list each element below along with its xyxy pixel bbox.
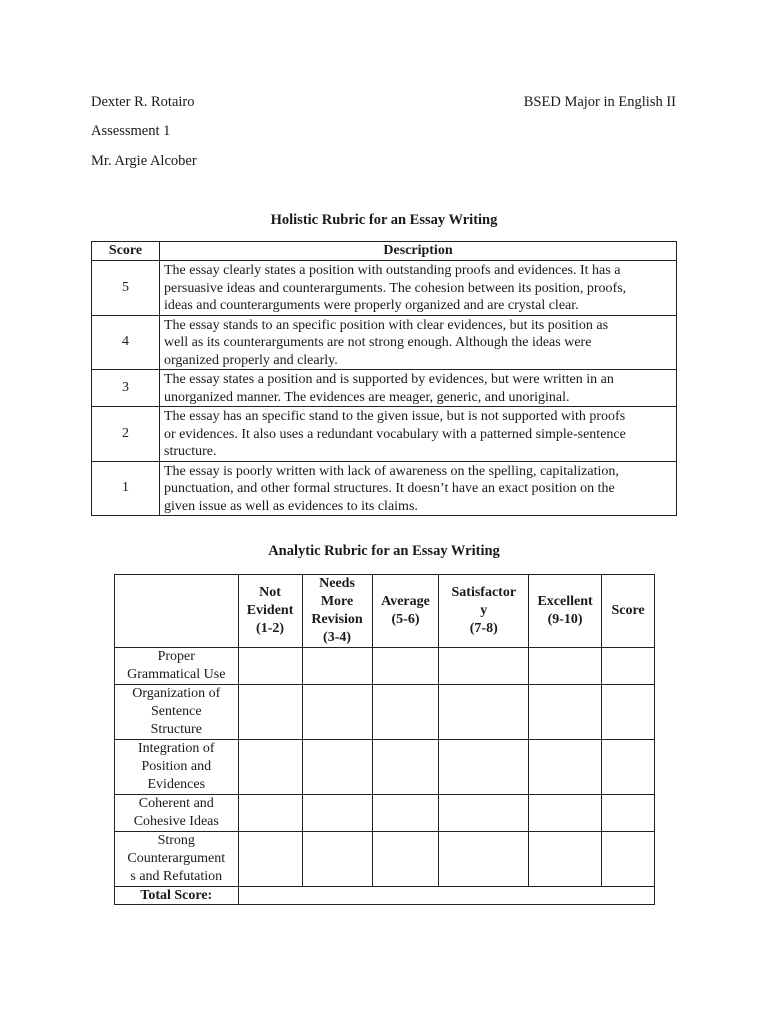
score-input-cell[interactable] [602,648,655,685]
column-header-line: More [320,594,354,609]
description-line: The essay states a position and is supported by evidences, but were written in an [164,372,614,387]
criterion-line: Counterargument [127,851,226,866]
score-input-cell[interactable] [602,740,655,795]
column-header-line: Score [611,603,645,618]
holistic-rubric-table [91,241,677,516]
score-input-cell[interactable] [372,832,439,887]
column-header-level [238,575,302,648]
score-input-cell[interactable] [602,795,655,832]
description-line: The essay is poorly written with lack of awareness on the spelling, capitalization, [164,463,619,479]
criterion-cell [115,648,239,685]
instructor-name: Mr. Argie Alcober [91,153,197,169]
criterion-line: Position and [141,759,212,774]
table-row [115,685,655,740]
description-line: given issue as well as evidences to its claims. [164,498,418,514]
score-input-cell[interactable] [529,795,602,832]
column-header-line: (9-10) [547,612,583,627]
description-cell [160,370,677,407]
score-input-cell[interactable] [372,795,439,832]
score-input-cell[interactable] [302,740,372,795]
criterion-line: Sentence [151,704,202,719]
score-input-cell[interactable] [439,795,529,832]
criterion-line: Cohesive Ideas [133,814,219,829]
table-row [92,370,677,407]
description-line: persuasive ideas and counterarguments. The cohesion between its position, proofs, [164,280,627,296]
column-header-level [372,575,439,648]
score-input-cell[interactable] [302,795,372,832]
score-input-cell[interactable] [302,648,372,685]
criterion-cell [115,685,239,740]
column-header-line: Excellent [537,594,593,609]
score-input-cell[interactable] [529,685,602,740]
holistic-rubric-title: Holistic Rubric for an Essay Writing [270,212,498,228]
score-cell: 5 [92,261,160,316]
description-line: The essay clearly states a position with outstanding proofs and evidences. It has a [164,263,621,278]
criterion-line: Evidences [147,777,206,792]
column-header-criteria [115,575,239,648]
score-input-cell[interactable] [372,740,439,795]
description-cell [160,461,677,516]
table-row [92,407,677,462]
score-input-cell[interactable] [602,832,655,887]
column-header-level [602,575,655,648]
criterion-cell [115,740,239,795]
score-input-cell[interactable] [439,648,529,685]
course-label: BSED Major in English II [523,94,676,110]
column-header-line: Evident [246,603,294,618]
column-header-line: Average [381,594,430,609]
table-row [115,648,655,685]
criterion-line: Coherent and [138,796,214,811]
column-header-line: (5-6) [391,612,420,627]
analytic-rubric-table [114,574,655,905]
description-line: organized properly and clearly. [164,352,338,368]
criterion-line: Proper [157,649,195,664]
column-header-level [439,575,529,648]
table-row [92,261,677,316]
column-header-level [529,575,602,648]
score-input-cell[interactable] [439,685,529,740]
total-row [115,887,655,905]
score-cell: 4 [92,315,160,370]
score-input-cell[interactable] [302,685,372,740]
description-line: structure. [164,444,217,459]
criterion-cell [115,795,239,832]
column-header-line: (7-8) [469,621,498,636]
total-score-label: Total Score: [115,887,239,905]
description-cell [160,315,677,370]
assessment-label: Assessment 1 [91,123,171,139]
column-header-line: y [480,603,488,618]
description-cell [160,261,677,316]
column-header-line: Revision [311,612,363,627]
criterion-cell [115,832,239,887]
table-header-row [92,242,677,261]
score-input-cell[interactable] [529,832,602,887]
column-header-line: (3-4) [323,630,352,645]
score-input-cell[interactable] [238,740,302,795]
column-header-score: Score [92,242,160,261]
score-input-cell[interactable] [372,685,439,740]
score-input-cell[interactable] [602,685,655,740]
table-header-row [115,575,655,648]
description-line: The essay has an specific stand to the given issue, but is not supported with proofs [164,409,626,424]
student-name: Dexter R. Rotairo [91,94,195,110]
column-header-line: (1-2) [256,621,285,636]
score-cell: 1 [92,461,160,516]
analytic-rubric-title: Analytic Rubric for an Essay Writing [268,543,500,559]
score-input-cell[interactable] [529,740,602,795]
score-input-cell[interactable] [238,832,302,887]
column-header-line: Not [259,585,281,600]
description-line: ideas and counterarguments were properly organized and are crystal clear. [164,298,579,313]
column-header-level [302,575,372,648]
score-input-cell[interactable] [529,648,602,685]
table-row [92,315,677,370]
description-line: The essay stands to an specific position with clear evidences, but its position as [164,317,609,333]
table-row [115,832,655,887]
total-score-cell[interactable] [238,887,654,905]
criterion-line: Grammatical Use [127,667,226,682]
score-cell: 3 [92,370,160,407]
table-row [115,795,655,832]
description-line: or evidences. It also uses a redundant vocabulary with a patterned simple-sentence [164,426,626,442]
score-input-cell[interactable] [238,685,302,740]
score-input-cell[interactable] [238,795,302,832]
score-input-cell[interactable] [439,832,529,887]
criterion-line: Integration of [137,741,215,756]
description-line: punctuation, and other formal structures. It doesn’t have an exact position on the [164,481,615,496]
criterion-line: s and Refutation [130,869,223,884]
score-cell: 2 [92,407,160,462]
table-row [115,740,655,795]
score-input-cell[interactable] [238,648,302,685]
criterion-line: Structure [150,722,202,737]
table-row [92,461,677,516]
criterion-line: Strong [157,833,195,848]
column-header-description: Description [160,242,677,261]
criterion-line: Organization of [132,686,221,701]
score-input-cell[interactable] [372,648,439,685]
column-header-line: Needs [319,576,355,591]
column-header-line: Satisfactor [451,585,517,600]
score-input-cell[interactable] [439,740,529,795]
description-line: unorganized manner. The evidences are meager, generic, and unoriginal. [164,389,570,405]
score-input-cell[interactable] [302,832,372,887]
description-cell [160,407,677,462]
description-line: well as its counterarguments are not strong enough. Although the ideas were [164,335,592,350]
